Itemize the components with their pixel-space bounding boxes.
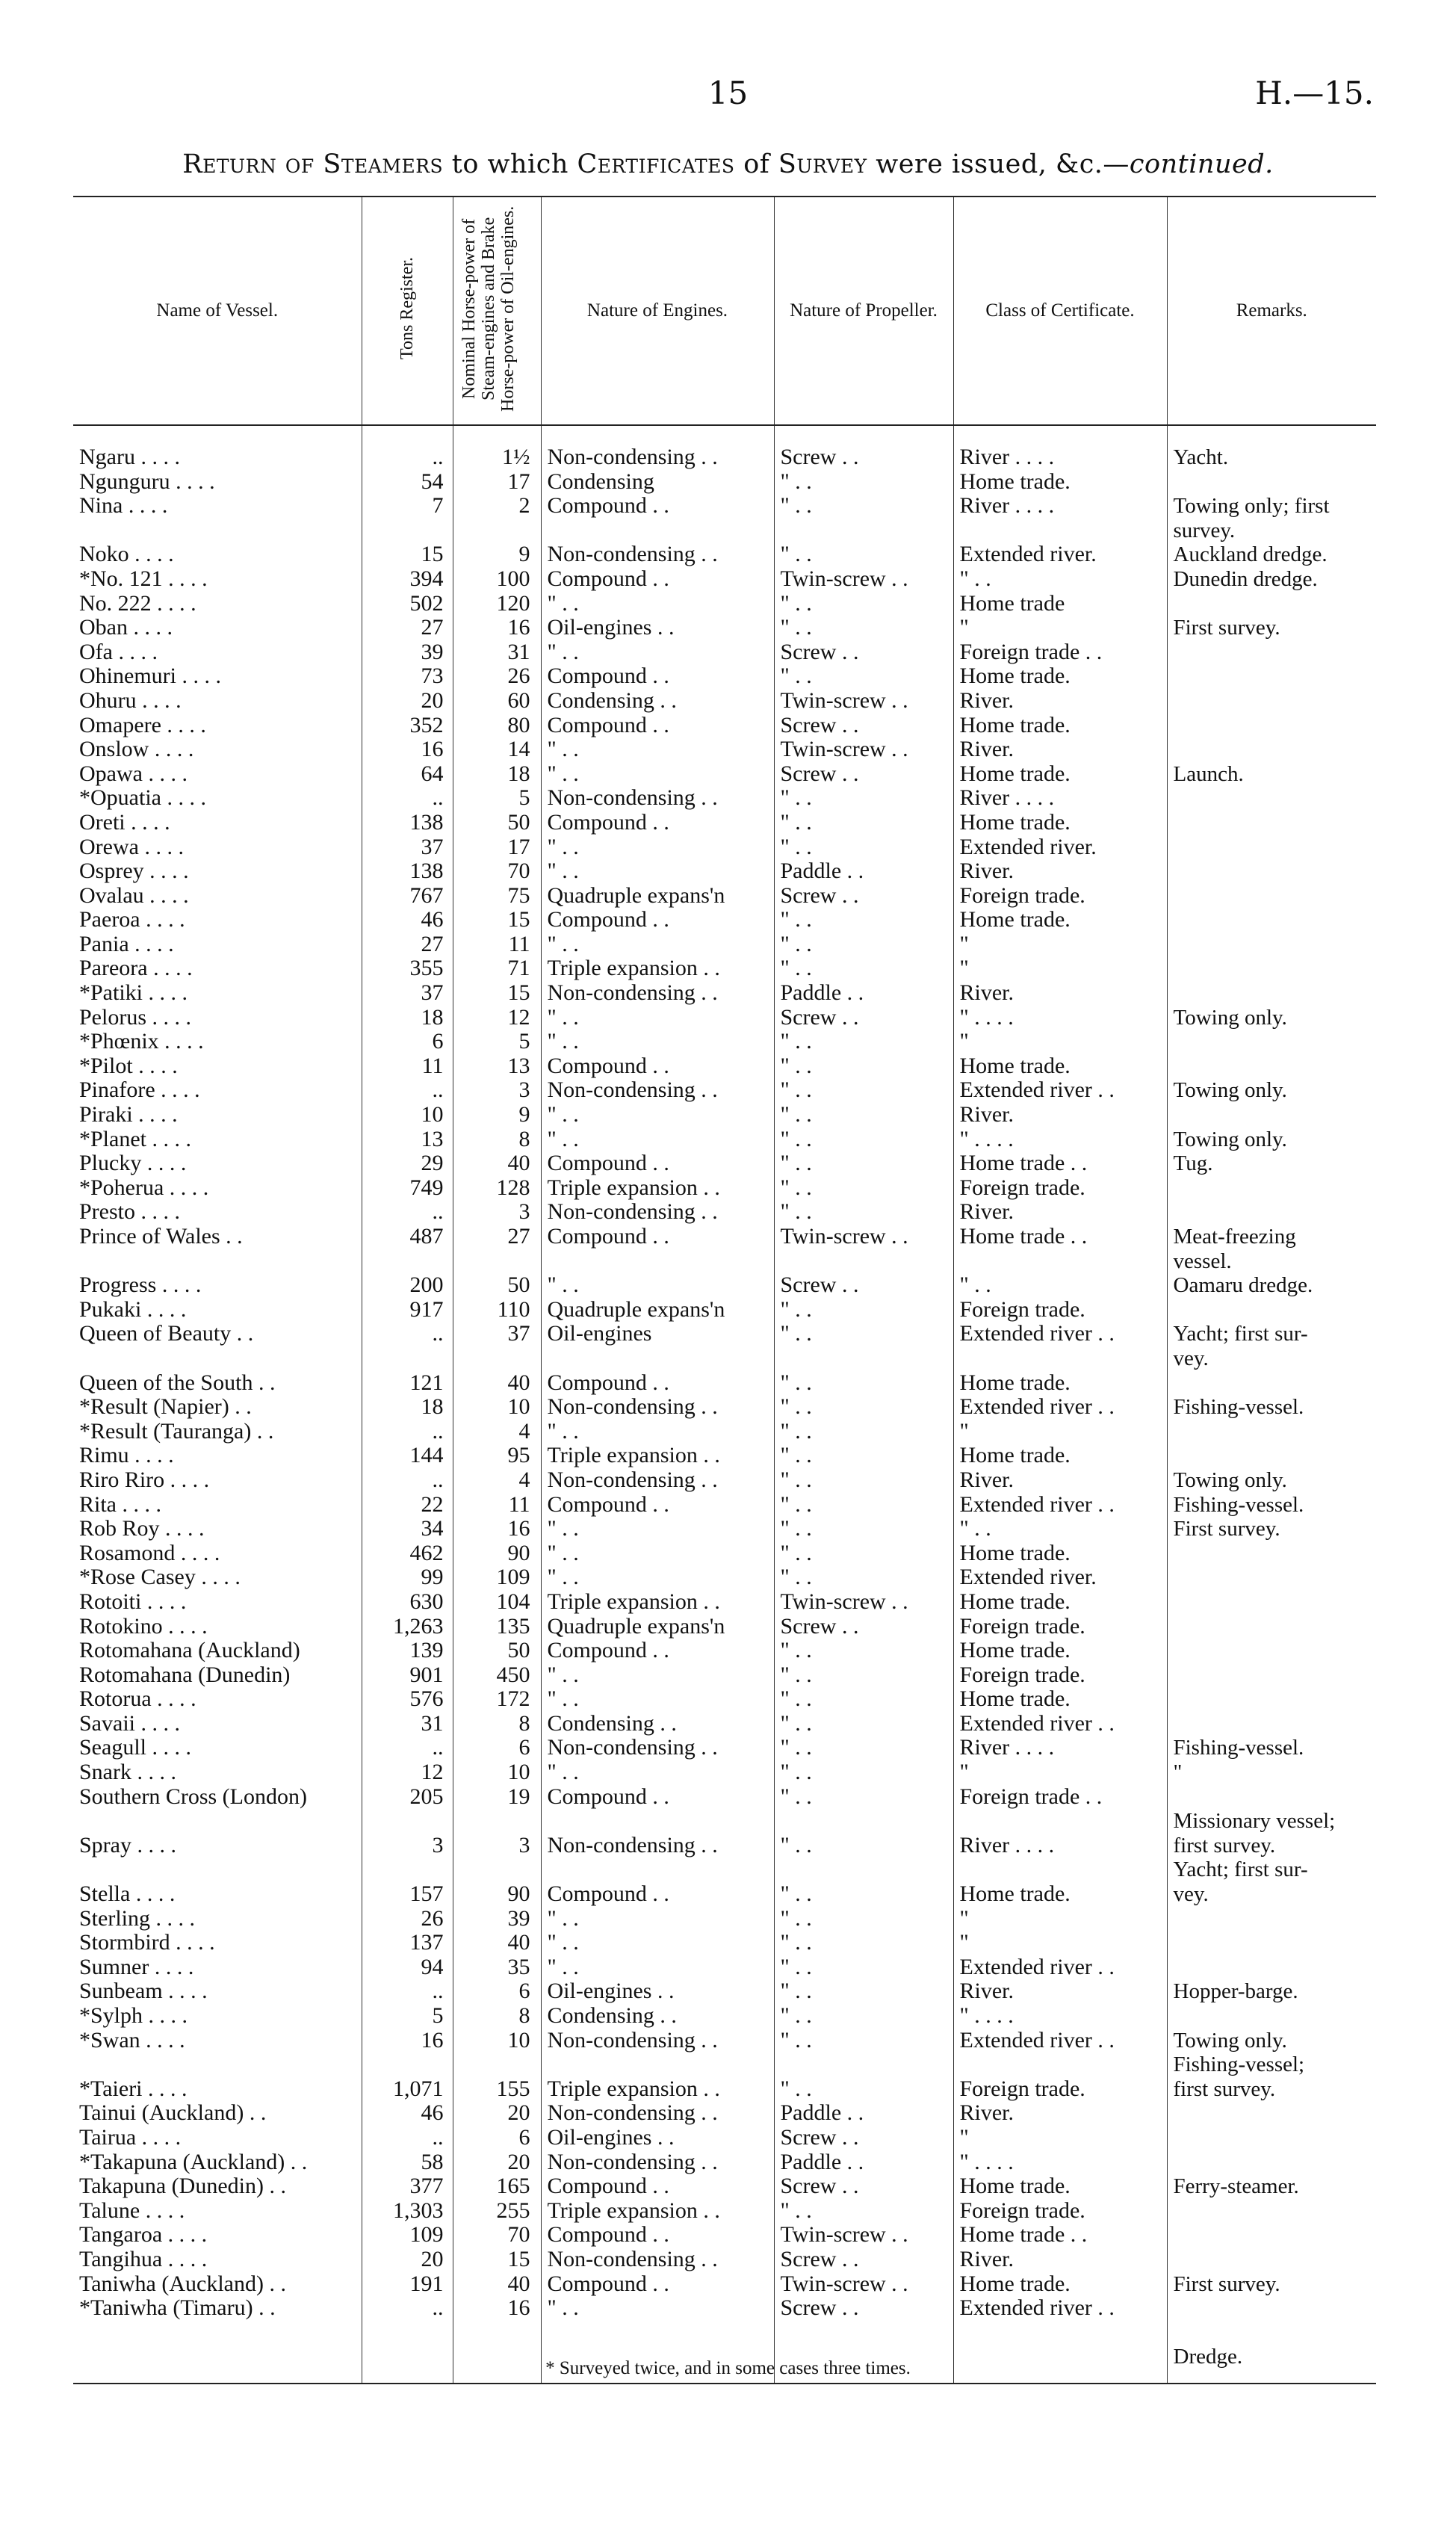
propeller-column: Screw . . " . . " . . " . . Twin-screw . . " . . " . . Screw . . " . . Twin-screw . . Screw . . Twin-screw . . Screw . . " . . " . . " . . Paddle . . Screw . . " . . " . . " . . Paddle . . Screw . . " . . " . . " . . " . . " . . " . . " . . " . . Twin-screw . . Screw . . " . . " . . " . . " . . " . . " . . " . . " . . " . . " . . " . . Twin-screw . . Screw . . " . . " . . " . . " . . " . . " . . " . . " . . " . . " . . " . . " . . " . . " . . " . . " . . Paddle . . Screw . . Paddle . . Screw . . " . . Twin-screw . . Screw . . Twin-screw . . Screw . . <box>774 425 953 2384</box>
steamers-table <box>73 196 1376 2384</box>
header-name: Name of Vessel. <box>73 197 362 425</box>
tons-column: .. 54 7 15 394 502 27 39 73 20 352 16 64 .. 138 37 138 767 46 27 355 37 18 6 11 .. 10 13 29 749 .. 487 200 917 .. 121 18 .. 144 .. 22 34 462 99 630 1,263 139 901 576 31 .. 12 205 3 157 26 137 94 .. 5 16 1,071 46 .. 58 377 1,303 109 20 191 .. <box>362 425 453 2384</box>
title-part: were issued, &c.— <box>867 149 1130 179</box>
header-remarks: Remarks. <box>1167 197 1376 425</box>
title-part: to which <box>443 149 577 179</box>
page-title <box>0 149 1456 179</box>
table-body-row <box>73 425 1376 2384</box>
header-propeller: Nature of Propeller. <box>774 197 953 425</box>
footnote: * Surveyed twice, and in some cases three times. <box>545 2358 911 2378</box>
page-number: 15 <box>707 75 749 111</box>
title-part: Return of Steamers <box>182 149 444 179</box>
remarks-column: Yacht. Towing only; first survey. Auckland dredge. Dunedin dredge. First survey. Launch. Towing only. Towing only. Towing only. Tug. Meat-freezing vessel. Oamaru dredge. Yacht; first sur- vey. Fishing-vessel. Towing only. Fishing-vessel. First survey. Fishing-vessel. " Missionary vessel; first survey. Yacht; first sur- vey. Hopper-barge. Towing only. Fishing-vessel; first survey. Ferry-steamer. First survey. Dredge. <box>1167 425 1376 2384</box>
header-hp-text: Nominal Horse-power of Steam-engines and Brake Horse-power of Oil-engines. <box>459 205 518 412</box>
header-row <box>73 197 1376 425</box>
engines-column: Non-condensing . . Condensing Compound . . Non-condensing . . Compound . . " . . Oil-engines . . " . . Compound . . Condensing . . Compound . . " . . " . . Non-condensing . . Compound . . " . . " . . Quadruple expans'n Compound . . " . . Triple expansion . . Non-condensing . . " . . " . . Compound . . Non-condensing . . " . . " . . Compound . . Triple expansion . . Non-condensing . . Compound . . " . . Quadruple expans'n Oil-engines Compound . . Non-condensing . . " . . Triple expansion . . Non-condensing . . Compound . . " . . " . . " . . Triple expansion . . Quadruple expans'n Compound . . " . . " . . Condensing . . Non-condensing . . " . . Compound . . Non-condensing . . Compound . . " . . " . . " . . Oil-engines . . Condensing . . Non-condensing . . Triple expansion . . Non-condensing . . Oil-engines . . Non-condensing . . Compound . . Triple expansion . . Compound . . Non-condensing . . Compound . . " . . <box>541 425 774 2384</box>
title-part: continued. <box>1129 149 1274 179</box>
horse-power-column: 1½ 17 2 9 100 120 16 31 26 60 80 14 18 5 50 17 70 75 15 11 71 15 12 5 13 3 9 8 40 128 3 27 50 110 37 40 10 4 95 4 11 16 90 109 104 135 50 450 172 8 6 10 19 3 90 39 40 35 6 8 10 155 20 6 20 165 255 70 15 40 16 <box>453 425 541 2384</box>
header-tons-text: Tons Register. <box>397 257 417 359</box>
title-part: of <box>734 149 778 179</box>
header-hp <box>453 197 541 425</box>
header-tons <box>362 197 453 425</box>
certificate-column: River . . . . Home trade. River . . . . Extended river. " . . Home trade " Foreign trade . . Home trade. River. Home trade. River. Home trade. River . . . . Home trade. Extended river. River. Foreign trade. Home trade. " " River. " . . . . " Home trade. Extended river . . River. " . . . . Home trade . . Foreign trade. River. Home trade . . " . . Foreign trade. Extended river . . Home trade. Extended river . . " Home trade. River. Extended river . . " . . Home trade. Extended river. Home trade. Foreign trade. Home trade. Foreign trade. Home trade. Extended river . . River . . . . " Foreign trade . . River . . . . Home trade. " " Extended river . . River. " . . . . Extended river . . Foreign trade. River. " " . . . . Home trade. Foreign trade. Home trade . . River. Home trade. Extended river . . <box>953 425 1167 2384</box>
vessel-names-column: Ngaru . . . . Ngunguru . . . . Nina . . . . Noko . . . . *No. 121 . . . . No. 222 . . . . Oban . . . . Ofa . . . . Ohinemuri . . . . Ohuru . . . . Omapere . . . . Onslow . . . . Opawa . . . . *Opuatia . . . . Oreti . . . . Orewa . . . . Osprey . . . . Ovalau . . . . Paeroa . . . . Pania . . . . Pareora . . . . *Patiki . . . . Pelorus . . . . *Phœnix . . . . *Pilot . . . . Pinafore . . . . Piraki . . . . *Planet . . . . Plucky . . . . *Poherua . . . . Presto . . . . Prince of Wales . . Progress . . . . Pukaki . . . . Queen of Beauty . . Queen of the South . . *Result (Napier) . . *Result (Tauranga) . . Rimu . . . . Riro Riro . . . . Rita . . . . Rob Roy . . . . Rosamond . . . . *Rose Casey . . . . Rotoiti . . . . Rotokino . . . . Rotomahana (Auckland) Rotomahana (Dunedin) Rotorua . . . . Savaii . . . . Seagull . . . . Snark . . . . Southern Cross (London) Spray . . . . Stella . . . . Sterling . . . . Stormbird . . . . Sumner . . . . Sunbeam . . . . *Sylph . . . . *Swan . . . . *Taieri . . . . Tainui (Auckland) . . Tairua . . . . *Takapuna (Auckland) . . Takapuna (Dunedin) . . Talune . . . . Tangaroa . . . . Tangihua . . . . Taniwha (Auckland) . . *Taniwha (Timaru) . . <box>73 425 362 2384</box>
title-part: Survey <box>778 149 867 179</box>
title-part: Certificates <box>577 149 735 179</box>
document-code: H.—15. <box>1255 75 1374 111</box>
header-certificate: Class of Certificate. <box>953 197 1167 425</box>
header-engines: Nature of Engines. <box>541 197 774 425</box>
